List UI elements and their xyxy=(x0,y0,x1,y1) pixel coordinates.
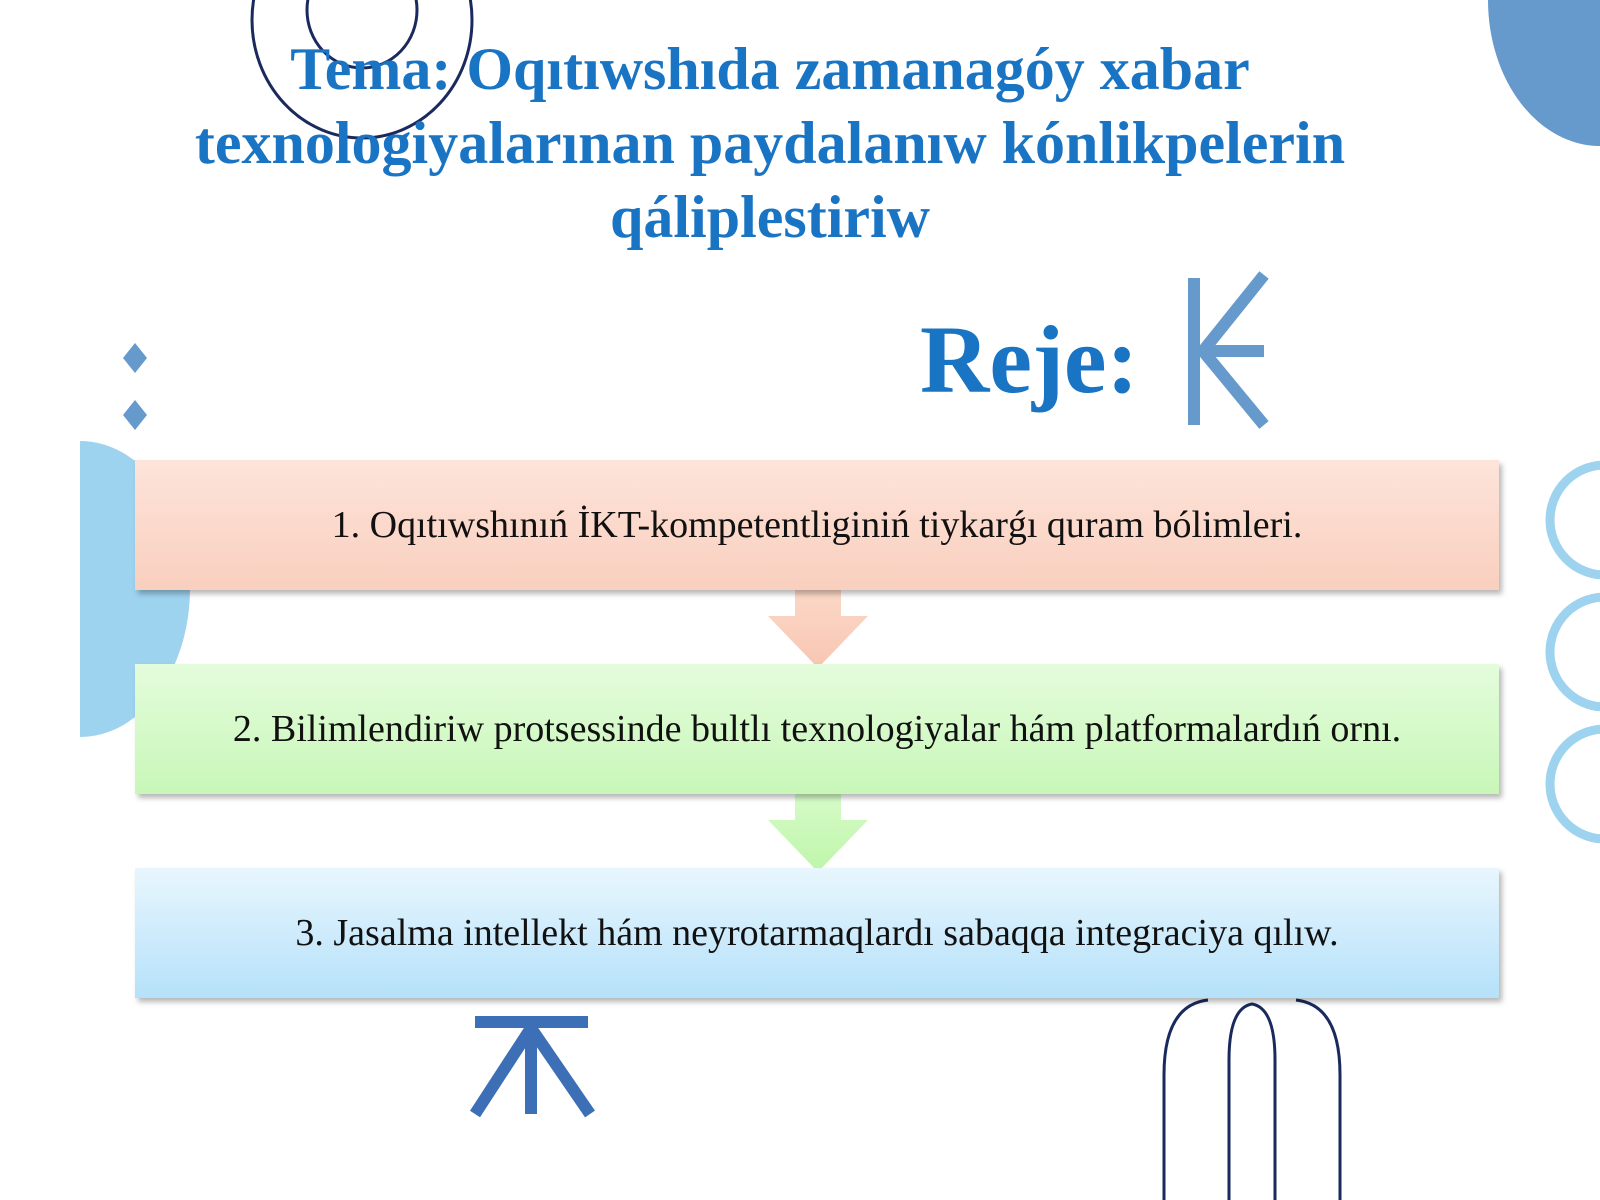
half-circle-top-right xyxy=(1488,0,1600,146)
ring-chain-right xyxy=(1550,465,1600,839)
plan-item-2 xyxy=(135,664,1499,794)
down-arrow-1 xyxy=(768,588,868,670)
plan-item-3 xyxy=(135,868,1499,998)
plan-item-1 xyxy=(135,460,1499,590)
k-symbol xyxy=(1194,275,1264,425)
arrow-symbol-bottom xyxy=(475,1022,590,1114)
arches-bottom-right xyxy=(1164,1000,1340,1200)
slide-title: Tema: Oqıtıwshıda zamanagóy xabar texnologiyalarınan paydalanıw kónlikpelerin qáliplestiriw xyxy=(194,36,1346,250)
plan-item-2-label: 2. Bilimlendiriw protsessinde bultlı texnologiyalar hám platformalardıń ornı. xyxy=(232,708,1402,750)
plan-item-3-label: 3. Jasalma intellekt hám neyrotarmaqlardı sabaqqa integraciya qılıw. xyxy=(295,912,1339,954)
plan-heading: Reje: xyxy=(920,306,1139,413)
plan-item-1-label: 1. Oqıtıwshınıń İKT-kompetentliginiń tiykarǵı quram bólimleri. xyxy=(331,504,1303,546)
down-arrow-2 xyxy=(768,792,868,874)
